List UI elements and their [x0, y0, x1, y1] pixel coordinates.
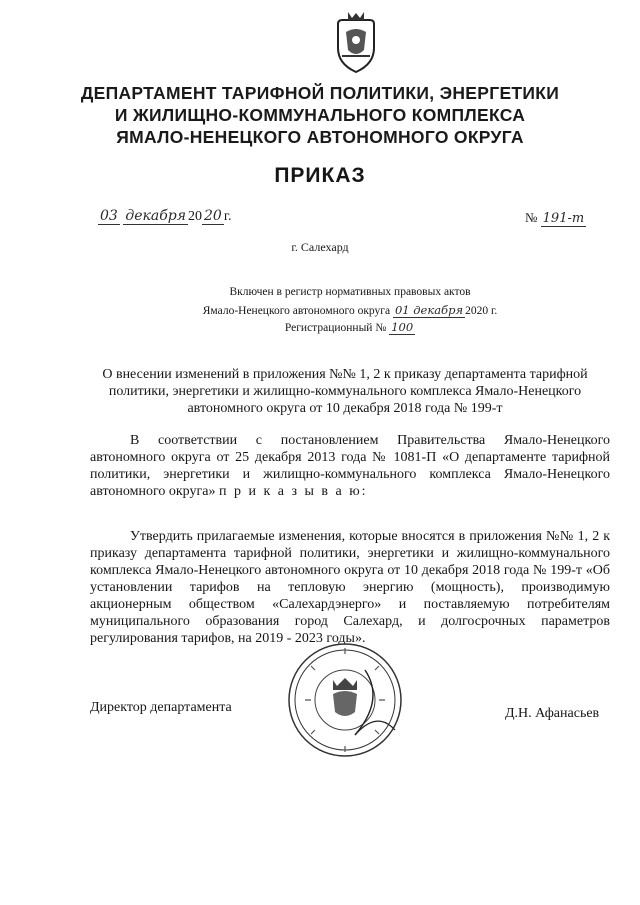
number-label: № [525, 210, 538, 225]
city: г. Салехард [291, 240, 349, 254]
registry-line-3 [0, 320, 640, 334]
registry-date: 01 декабря [394, 303, 464, 317]
document-number [525, 210, 586, 226]
document-subject: О внесении изменений в приложения №№ 1, 2 к приказу департамента тарифной политики, энергетики и жилищно-коммунального комплекса Ямало-Ненецкого автономного округа от 10 декабря 2018 года № 199-т [102, 367, 588, 416]
signatory-name: Д.Н. Афанасьев [505, 706, 600, 721]
preamble-text: В соответствии с постановлением Правительства Ямало-Ненецкого автономного округа от 25 декабря 2013 года № 1081-П «О департаменте тарифной политики, энергетики и жилищно-коммунального комплекса Ямало-Ненецкого автономного округа» [90, 433, 610, 499]
registry-line-2 [0, 303, 640, 317]
signatory-position: Директор департамента [90, 700, 232, 715]
date-month: декабря [125, 208, 186, 224]
yamal-coat-of-arms-icon [332, 10, 380, 74]
registry-line-1: Включен в регистр нормативных правовых актов [229, 286, 471, 298]
registry-region: Ямало-Ненецкого автономного округа [202, 305, 391, 317]
number-value: 191-т [542, 211, 585, 226]
header-line-1: ДЕПАРТАМЕНТ ТАРИФНОЙ ПОЛИТИКИ, ЭНЕРГЕТИКИ [80, 83, 560, 103]
header-line-3: ЯМАЛО-НЕНЕЦКОГО АВТОНОМНОГО ОКРУГА [116, 127, 524, 147]
registry-number-label: Регистрационный № [284, 322, 387, 334]
date-day: 03 [100, 208, 118, 224]
date-year-suffix: 20 [203, 208, 222, 224]
registry-number: 100 [391, 320, 414, 334]
registry-year: 2020 г. [465, 305, 498, 317]
date-year-prefix: 20 [187, 209, 202, 224]
date-year-postfix: г. [223, 209, 232, 224]
resolution-paragraph: Утвердить прилагаемые изменения, которые вносятся в приложения №№ 1, 2 к приказу департамента тарифной политики, энергетики и жилищно-коммунального комплекса Ямало-Ненецкого автономного округа от 10 декабря 2018 года № 199-т «Об установлении тарифов на тепловую энергию (мощность), производимую акционерным обществом «Салехардэнерго» и поставляемую потребителям муниципального образования город Салехард, и долгосрочных параметров регулирования тарифов, на 2019 - 2023 годы». [90, 529, 610, 646]
command-word: п р и к а з ы в а ю: [218, 484, 368, 499]
document-date [98, 208, 231, 225]
preamble-paragraph [90, 432, 610, 500]
official-round-seal-icon [285, 640, 405, 760]
header-line-2: И ЖИЛИЩНО-КОММУНАЛЬНОГО КОМПЛЕКСА [114, 105, 526, 125]
document-title: ПРИКАЗ [274, 164, 366, 187]
